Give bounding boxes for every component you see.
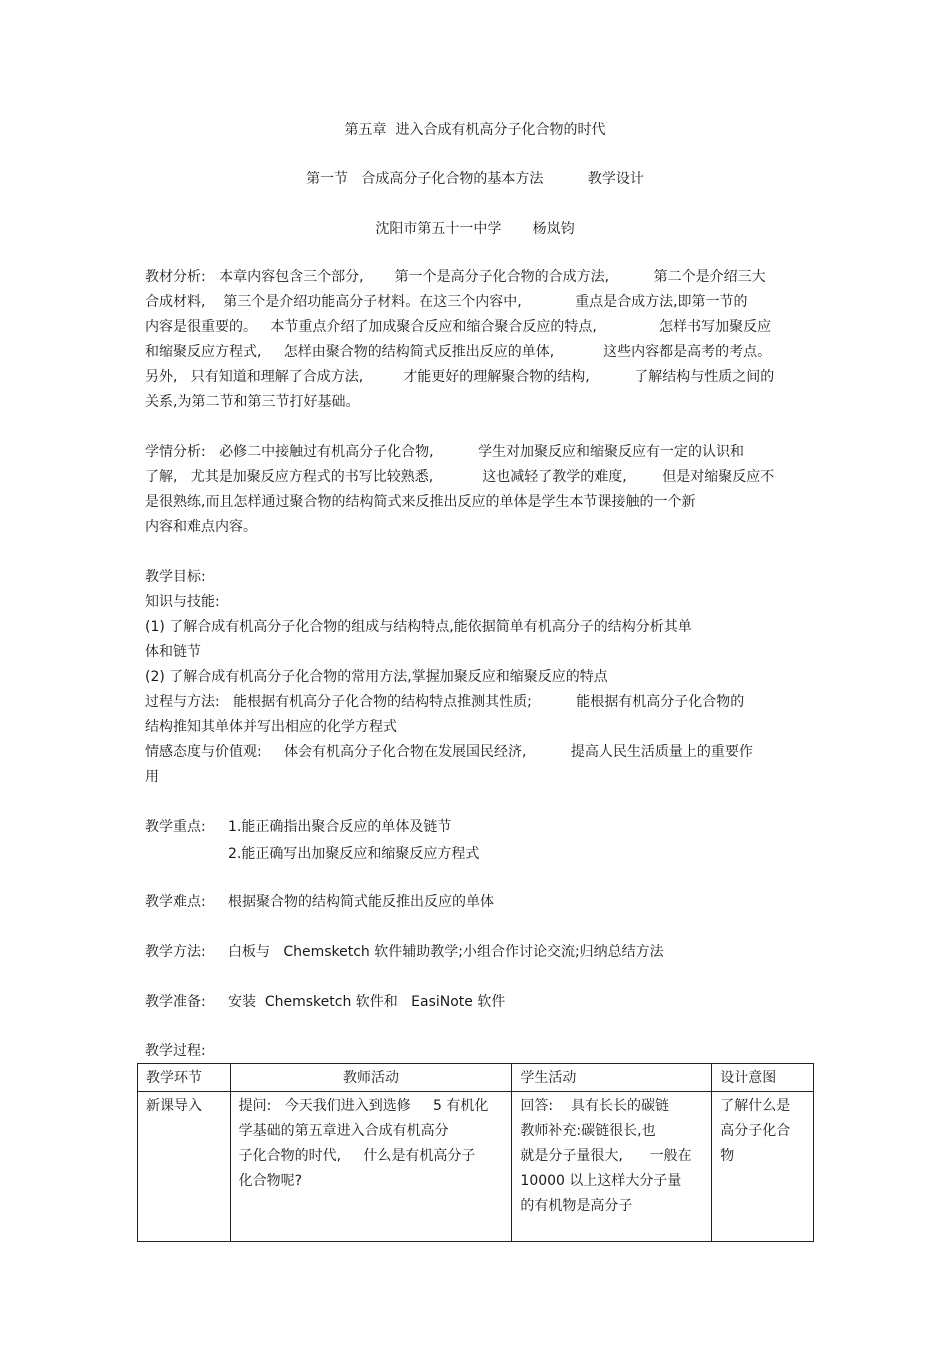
- material-analysis: [145, 265, 805, 415]
- method-line: 教学方法: 白板与 Chemsketch 软件辅助教学;小组合作讨论交流;归纳总结方法: [145, 944, 664, 960]
- paragraph-line: 内容是很重要的。 本节重点介绍了加成聚合反应和缩合聚合反应的特点, 怎样书写加聚反应: [145, 319, 772, 335]
- header-student: 学生活动: [512, 1064, 712, 1092]
- chapter-title: 第五章 进入合成有机高分子化合物的时代: [344, 122, 606, 138]
- cell-line: 教师补充:碳链很长,也: [520, 1123, 656, 1139]
- paragraph-line: 另外, 只有知道和理解了合成方法, 才能更好的理解聚合物的结构, 了解结构与性质之间的: [145, 369, 775, 385]
- key-points-label: 教学重点:: [145, 819, 206, 835]
- header-stage: 教学环节: [138, 1064, 231, 1092]
- cell-line: 化合物呢?: [238, 1173, 303, 1189]
- cell-stage: 新课导入: [138, 1092, 231, 1242]
- paragraph-line: 了解, 尤其是加聚反应方程式的书写比较熟悉, 这也减轻了教学的难度, 但是对缩聚反应不: [145, 469, 775, 485]
- paragraph-line: 和缩聚反应方程式, 怎样由聚合物的结构简式反推出反应的单体, 这些内容都是高考的考点。: [145, 344, 772, 360]
- cell-teacher: [230, 1092, 512, 1242]
- author-line: 沈阳市第五十一中学 杨岚钧: [375, 221, 575, 237]
- cell-line: 高分子化合: [720, 1123, 791, 1139]
- paragraph-line: 知识与技能:: [145, 594, 220, 610]
- section-title: 第一节 合成高分子化合物的基本方法 教学设计: [306, 171, 644, 187]
- paragraph-line: 情感态度与价值观: 体会有机高分子化合物在发展国民经济, 提高人民生活质量上的重要作: [145, 744, 753, 760]
- cell-line: 就是分子量很大, 一般在: [520, 1148, 692, 1164]
- paragraph-line: 用: [145, 769, 159, 785]
- paragraph-line: (2) 了解合成有机高分子化合物的常用方法,掌握加聚反应和缩聚反应的特点: [145, 669, 608, 685]
- paragraph-line: 教学目标:: [145, 569, 206, 585]
- cell-intent: [712, 1092, 814, 1242]
- paragraph-line: 体和链节: [145, 644, 201, 660]
- paragraph-line: (1) 了解合成有机高分子化合物的组成与结构特点,能依据简单有机高分子的结构分析其单: [145, 619, 692, 635]
- header-teacher: 教师活动: [230, 1064, 512, 1092]
- cell-line: 了解什么是: [720, 1098, 791, 1114]
- cell-line: 子化合物的时代, 什么是有机高分子: [238, 1148, 476, 1164]
- paragraph-line: 过程与方法: 能根据有机高分子化合物的结构特点推测其性质; 能根据有机高分子化合物的: [145, 694, 745, 710]
- paragraph-line: 关系,为第二节和第三节打好基础。: [145, 394, 360, 410]
- header-intent: 设计意图: [712, 1064, 814, 1092]
- cell-line: 学基础的第五章进入合成有机高分: [238, 1123, 449, 1139]
- paragraph-line: 合成材料, 第三个是介绍功能高分子材料。在这三个内容中, 重点是合成方法,即第一节的: [145, 294, 748, 310]
- preparation-line: 教学准备: 安装 Chemsketch 软件和 EasiNote 软件: [145, 994, 506, 1010]
- teaching-objectives: [145, 565, 805, 790]
- paragraph-line: 学情分析: 必修二中接触过有机高分子化合物, 学生对加聚反应和缩聚反应有一定的认识和: [145, 444, 745, 460]
- cell-line: 10000 以上这样大分子量: [520, 1173, 682, 1189]
- cell-line: 物: [720, 1148, 735, 1164]
- cell-student: [512, 1092, 712, 1242]
- cell-line: 回答: 具有长长的碳链: [520, 1098, 669, 1114]
- difficulty-line: 教学难点: 根据聚合物的结构简式能反推出反应的单体: [145, 894, 494, 910]
- key-point-2: 2.能正确写出加聚反应和缩聚反应方程式: [228, 846, 480, 862]
- cell-line: 提问: 今天我们进入到选修 5 有机化: [238, 1098, 489, 1114]
- paragraph-line: 教材分析: 本章内容包含三个部分, 第一个是高分子化合物的合成方法, 第二个是介绍三大: [145, 269, 766, 285]
- cell-line: 的有机物是高分子: [520, 1198, 633, 1214]
- table-header-row: [138, 1064, 814, 1092]
- paragraph-line: 内容和难点内容。: [145, 519, 257, 535]
- table-row: [138, 1092, 814, 1242]
- paragraph-line: 结构推知其单体并写出相应的化学方程式: [145, 719, 397, 735]
- process-table: [137, 1063, 814, 1242]
- key-point-1: 1.能正确指出聚合反应的单体及链节: [228, 819, 452, 835]
- process-label: 教学过程:: [145, 1043, 206, 1059]
- paragraph-line: 是很熟练,而且怎样通过聚合物的结构简式来反推出反应的单体是学生本节课接触的一个新: [145, 494, 696, 510]
- student-analysis: [145, 440, 805, 540]
